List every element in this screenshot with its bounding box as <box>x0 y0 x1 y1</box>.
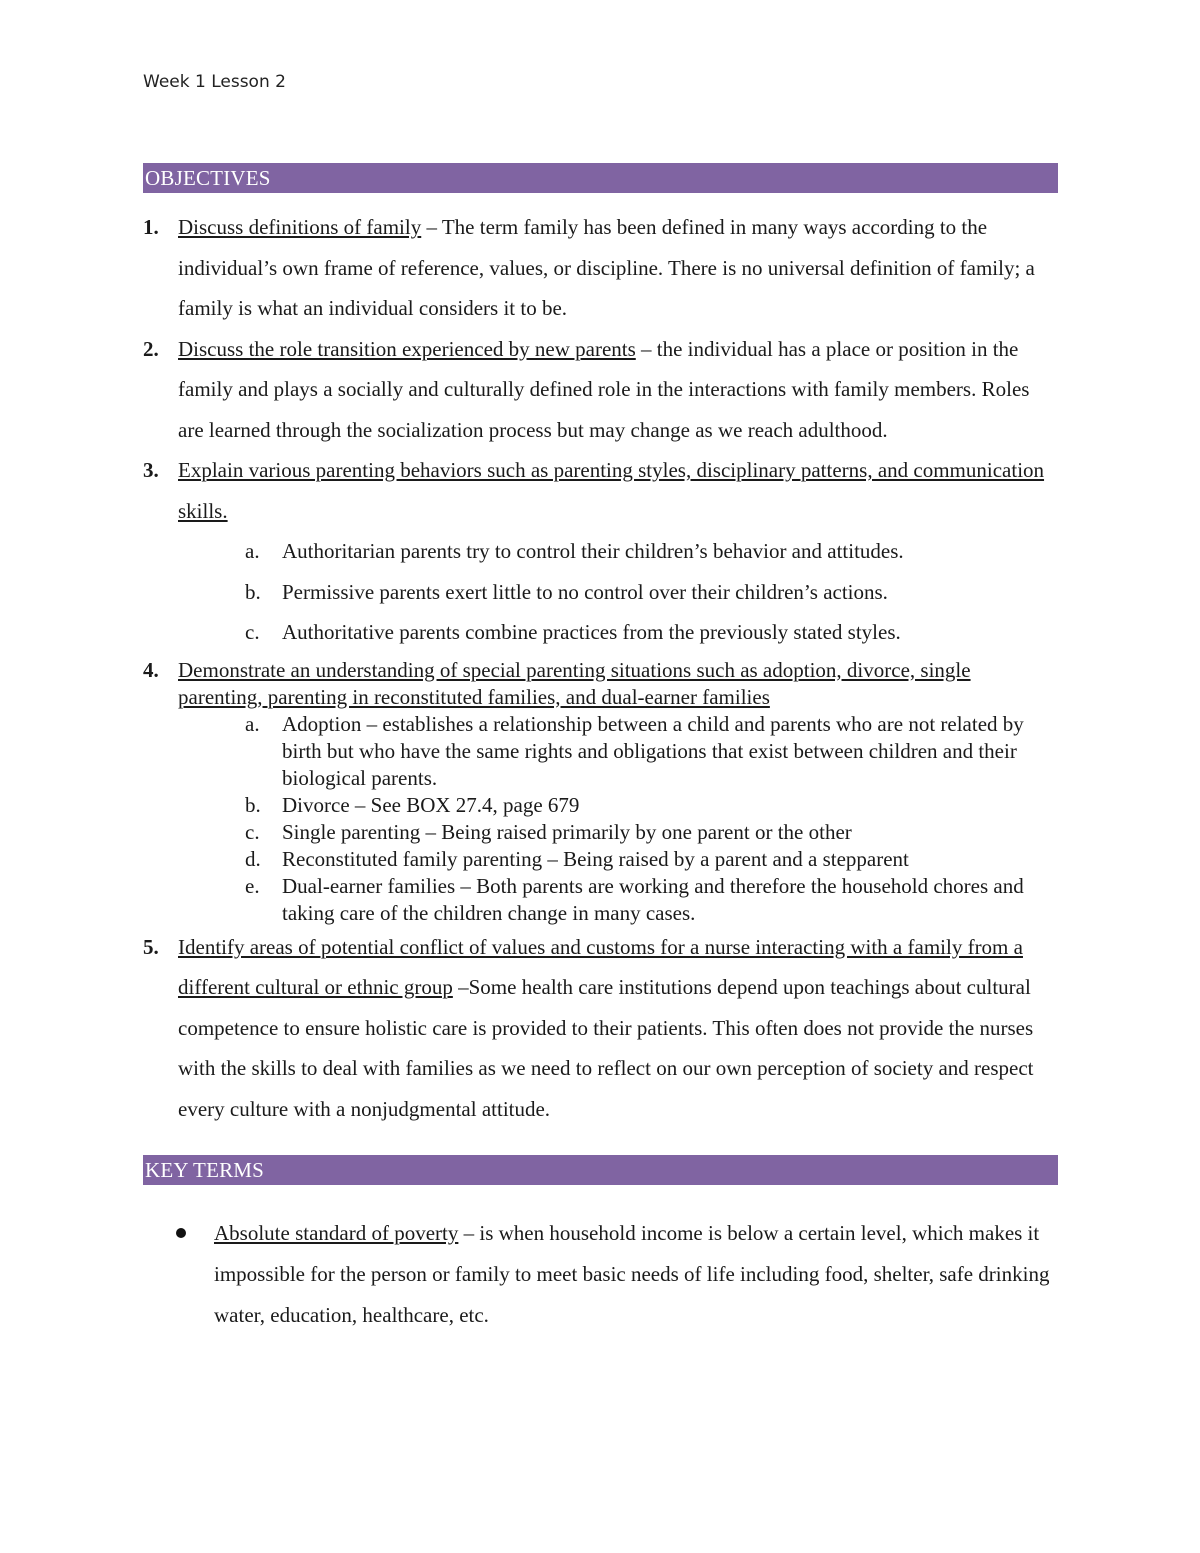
objective-title: Demonstrate an understanding of special parenting situations such as adoption, divorce, single parenting, parenting in reconstituted families, and dual-earner families <box>178 657 971 709</box>
sub-item-letter: c. <box>245 819 260 844</box>
page-header: Week 1 Lesson 2 <box>143 72 286 92</box>
objective-title: Explain various parenting behaviors such as parenting styles, disciplinary patterns, and communication skills. <box>178 458 1045 523</box>
sub-item-text: Adoption – establishes a relationship between a child and parents who are not related by birth but who have the same rights and obligations that exist between children and their biological parents. <box>282 711 1024 790</box>
objective-title: Discuss definitions of family <box>178 215 422 239</box>
sub-item <box>245 819 1058 846</box>
objective-text: –Some health care institutions depend upon teachings about cultural competence to ensure holistic care is provided to their patients. This often does not provide the nurses with the skills to deal with families as we need to reflect on our own perception of society and respect every culture with a nonjudgmental attitude. <box>178 975 1034 1121</box>
objective-title: Discuss the role transition experienced by new parents <box>178 336 636 361</box>
sub-item-letter: b. <box>245 792 261 817</box>
objective-number: 4. <box>143 657 159 682</box>
sub-item <box>245 612 1058 653</box>
sub-item-letter: a. <box>245 711 260 736</box>
objective-text: – The term family has been defined in many ways according to the individual’s own frame of reference, values, or discipline. There is no universal definition of family; a family is what an individual considers it to be. <box>178 215 1035 320</box>
sub-item-text: Dual-earner families – Both parents are working and therefore the household chores and taking care of the children change in many cases. <box>282 873 1024 925</box>
objective-number: 5. <box>143 934 159 959</box>
objective-text: – the individual has a place or position in the family and plays a socially and culturally defined role in the interactions with family members. Roles are learned through the socialization process but may change as we reach adulthood. <box>178 336 1030 442</box>
bullet-icon <box>176 1228 186 1238</box>
key-term-title: Absolute standard of poverty <box>214 1221 459 1245</box>
sub-item <box>245 873 1058 927</box>
sub-item-letter: b. <box>245 579 261 604</box>
objective-item <box>143 207 1058 329</box>
sub-item-text: Single parenting – Being raised primarily by one parent or the other <box>282 819 852 844</box>
sub-item-text: Authoritative parents combine practices from the previously stated styles. <box>282 620 901 644</box>
sub-item <box>245 572 1058 613</box>
sub-item-text: Permissive parents exert little to no control over their children’s actions. <box>282 579 888 604</box>
sub-item <box>245 531 1058 572</box>
sub-item <box>245 846 1058 873</box>
sub-item-letter: d. <box>245 846 261 871</box>
sub-item-letter: a. <box>245 539 260 563</box>
objective-item <box>143 927 1058 1130</box>
sub-item-letter: c. <box>245 620 260 644</box>
objective-number: 2. <box>143 336 159 361</box>
key-term-text: – is when household income is below a certain level, which makes it impossible for the person or family to meet basic needs of life including food, shelter, safe drinking water, education, healthcare, etc. <box>214 1221 1050 1327</box>
objective-item <box>143 329 1058 451</box>
objective-item <box>143 450 1058 531</box>
sub-item-letter: e. <box>245 873 260 898</box>
sub-item-text: Authoritarian parents try to control their children’s behavior and attitudes. <box>282 539 904 563</box>
objective-number: 1. <box>143 215 159 239</box>
sub-item-text: Divorce – See BOX 27.4, page 679 <box>282 792 580 817</box>
objective-title: Identify areas of potential conflict of values and customs for a nurse interacting with a family from a different cultural or ethnic group <box>178 934 1023 999</box>
key-term-item <box>214 1213 1058 1336</box>
document-body <box>143 163 1058 1336</box>
key-terms-heading: KEY TERMS <box>143 1155 1058 1185</box>
objective-item <box>143 653 1058 711</box>
sub-item-text: Reconstituted family parenting – Being raised by a parent and a stepparent <box>282 846 909 871</box>
sub-item <box>245 792 1058 819</box>
objective-number: 3. <box>143 458 159 482</box>
objectives-heading: OBJECTIVES <box>143 163 1058 193</box>
sub-item <box>245 711 1058 792</box>
